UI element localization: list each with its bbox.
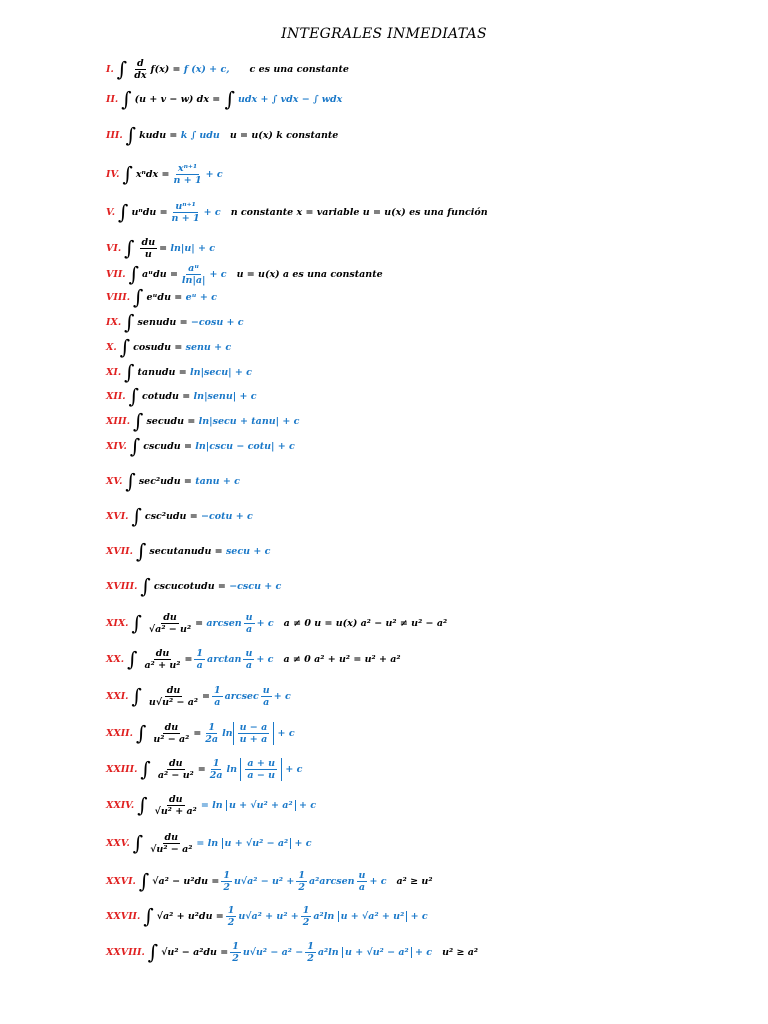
formula-row-12: XII. ∫ cotudu = ln|senu| + c [106, 383, 257, 408]
formula-row-26: XXVI. ∫ √a² − u²du = $\frac{1}{2}$ u√a² − u² + $\frac{1}{2}$ a²arcsen $\frac{u}{a}$ + c a² ≥ u² [106, 868, 433, 893]
formula-row-24: XXIV. ∫ $\frac{du}{\text{√u² + a²}}$ = ln u + √u² + a² + c [106, 792, 316, 817]
formula-row-9: IX. ∫ senudu = −cosu + c [106, 309, 244, 334]
formula-row-3: III. ∫ kudu = k ∫ udu u = u(x) k constante [106, 122, 339, 147]
formula-row-4: IV. ∫ xⁿdx = $\frac{\text{xⁿ⁺¹}}{n + 1}$ + c [106, 161, 223, 186]
formula-row-7: VII. ∫ aᵘdu = $\frac{\text{aᵘ}}{\ln|a|}$ + c u = u(x) a es una constante [106, 261, 383, 286]
formula-row-25: XXV. ∫ $\frac{du}{\text{√u² − a²}}$ = ln u + √u² − a² + c [106, 830, 312, 855]
formula-row-20: XX. ∫ $\frac{du}{\text{a² + u²}}$ = $\frac{1}{a}$ arctan $\frac{u}{a}$ + c a ≠ 0 a² + u² = u² + a² [106, 646, 401, 671]
integral-sign: ∫ [116, 56, 128, 81]
formula-row-18: XVIII. ∫ cscucotudu = −cscu + c [106, 573, 282, 598]
formula-row-5: V. ∫ uⁿdu = $\frac{\text{uⁿ⁺¹}}{n + 1}$ + c n constante x = variable u = u(x) es una función [106, 199, 488, 224]
formula-row-27: XXVII. ∫ √a² + u²du = $\frac{1}{2}$ u√a² + u² + $\frac{1}{2}$ a²ln u + √a² + u² + c [106, 903, 428, 928]
formula-row-19: XIX. ∫ $\frac{du}{\text{√a² − u²}}$ = arcsen $\frac{u}{a}$ + c a ≠ 0 u = u(x) a² − u² ≠ u² − a² [106, 610, 448, 635]
formula-row-22: XXII. ∫ $\frac{du}{\text{u² − a²}}$ = $\frac{1}{2a}$ ln $\frac{u - a}{u + a}$ + c [106, 720, 295, 745]
formula-number: I. [106, 64, 114, 75]
formula-row-2: II. ∫ (u + v − w) dx = ∫ udx + ∫ vdx − ∫ wdx [106, 86, 343, 111]
page-title: INTEGRALES INMEDIATAS [281, 26, 487, 42]
formula-row-14: XIV. ∫ cscudu = ln|cscu − cotu| + c [106, 433, 295, 458]
formula-row-6: VI. ∫ $\frac{du}{u}$ = ln|u| + c [106, 235, 216, 260]
formula-row-13: XIII. ∫ secudu = ln|secu + tanu| + c [106, 408, 300, 433]
formula-row-15: XV. ∫ sec²udu = tanu + c [106, 468, 240, 493]
formula-row-11: XI. ∫ tanudu = ln|secu| + c [106, 359, 252, 384]
formula-row-10: X. ∫ cosudu = senu + c [106, 334, 232, 359]
formula-row-1: I. ∫ $\frac{d}{dx}$ f(x) = f (x) + c, c es una constante [106, 56, 349, 81]
formula-row-21: XXI. ∫ $\frac{du}{\text{u√u² − a²}}$ = $\frac{1}{a}$ arcsec $\frac{u}{a}$ + c [106, 683, 291, 708]
formula-row-28: XXVIII. ∫ √u² − a²du = $\frac{1}{2}$ u√u² − a² − $\frac{1}{2}$ a²ln u + √u² − a² + c u² ≥ a² [106, 939, 479, 964]
formula-row-16: XVI. ∫ csc²udu = −cotu + c [106, 503, 253, 528]
formula-row-23: XXIII. ∫ $\frac{du}{\text{a² − u²}}$ = $\frac{1}{2a}$ ln $\frac{a + u}{a - u}$ + c [106, 756, 303, 781]
derivative-fraction: $\frac{d}{dx}$ [134, 58, 147, 81]
formula-row-17: XVII. ∫ secutanudu = secu + c [106, 538, 271, 563]
formula-row-8: VIII. ∫ eᵘdu = eᵘ + c [106, 284, 217, 309]
